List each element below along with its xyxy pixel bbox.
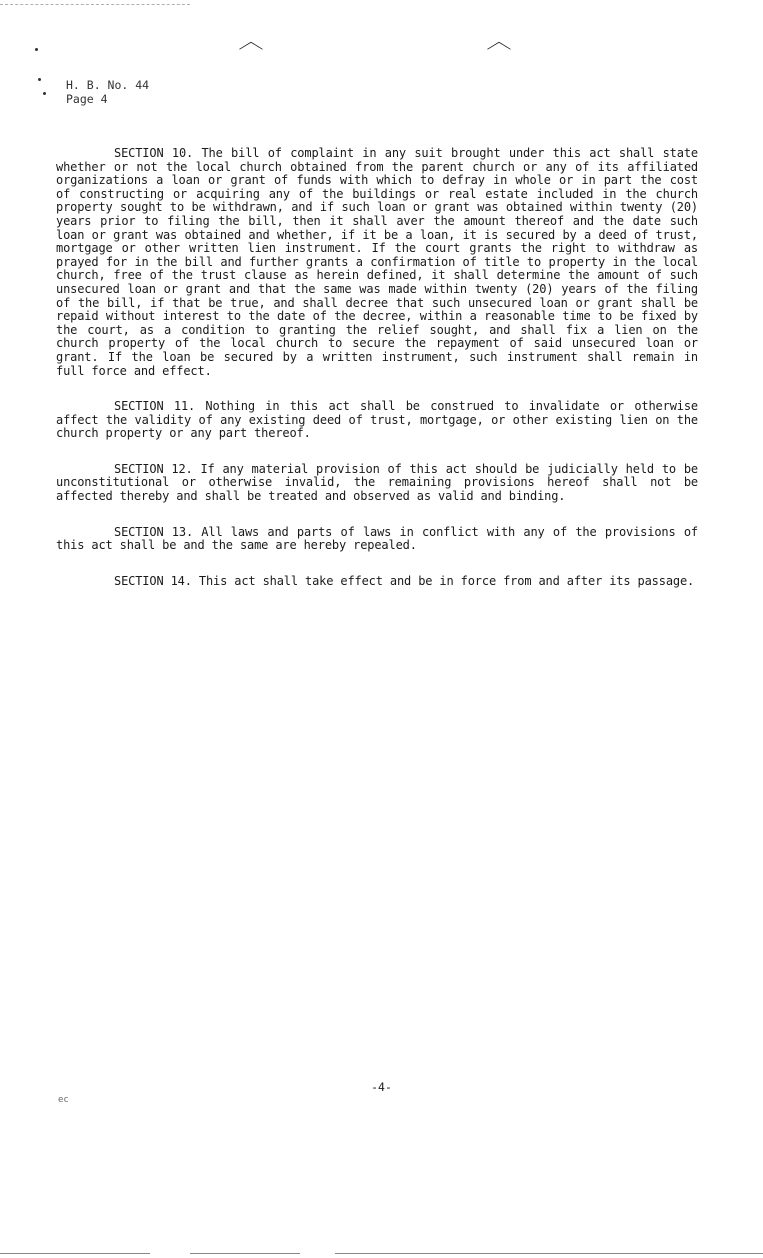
bill-body: [56, 147, 698, 610]
page-label: Page 4: [66, 92, 108, 106]
binding-mark-left: ︿: [238, 32, 264, 53]
binding-mark-right: ︿: [486, 32, 512, 53]
page-number: -4-: [371, 1080, 392, 1094]
scan-speck: [43, 92, 46, 95]
page-header: [66, 78, 149, 106]
bottom-edge-line: [190, 1253, 300, 1254]
scan-speck: [35, 48, 38, 51]
section-11-paragraph: SECTION 11. Nothing in this act shall be construed to invalidate or otherwise affect the validity of any existing deed of trust, mortgage, or other existing lien on the church property or any part thereof.: [56, 399, 698, 441]
section-12-paragraph: SECTION 12. If any material provision of this act should be judicially held to be unconstitutional or otherwise invalid, the remaining provisions hereof shall not be affected thereby and shall be treated and observed as valid and binding.: [56, 461, 698, 504]
bottom-edge-line: [335, 1253, 763, 1254]
scan-speck: [38, 78, 41, 81]
bottom-edge-line: [0, 1253, 150, 1254]
bill-number: H. B. No. 44: [66, 78, 150, 92]
section-10-paragraph: SECTION 10. The bill of complaint in any suit brought under this act shall state whether or not the local church obtained from the parent church or any of its affiliated organizations a loan or grant of funds with which to defray in whole or in part the cost of constructing or acquiring any of the buildings or real estate included in the church property sought to be withdrawn, and if such loan or grant was obtained within twenty (20) years prior to filing the bill, then it shall aver the amount thereof and the date such loan or grant was obtained and whether, if it be a loan, it is secured by a deed of trust, mortgage or other written lien instrument. If the court grants the right to withdraw as prayed for in the bill and further grants a confirmation of title to property in the local church, free of the trust clause as herein defined, it shall determine the amount of such unsecured loan or grant and that the same was made within twenty (20) years of the filing of the bill, if that be true, and shall decree that such unsecured loan or grant shall be repaid without interest to the date of the decree, within a reasonable time to be fixed by the court, as a condition to granting the relief sought, and shall fix a lien on the church property of the local church to secure the repayment of said unsecured loan or grant. If the loan be secured by a written instrument, such instrument shall remain in full force and effect.: [56, 146, 698, 378]
top-edge-dashes: [0, 4, 190, 5]
section-14-paragraph: SECTION 14. This act shall take effect and be in force from and after its passage.: [114, 573, 695, 588]
section-13-paragraph: SECTION 13. All laws and parts of laws in conflict with any of the provisions of this act shall be and the same are hereby repealed.: [56, 524, 698, 553]
typist-initials: ec: [58, 1095, 69, 1105]
